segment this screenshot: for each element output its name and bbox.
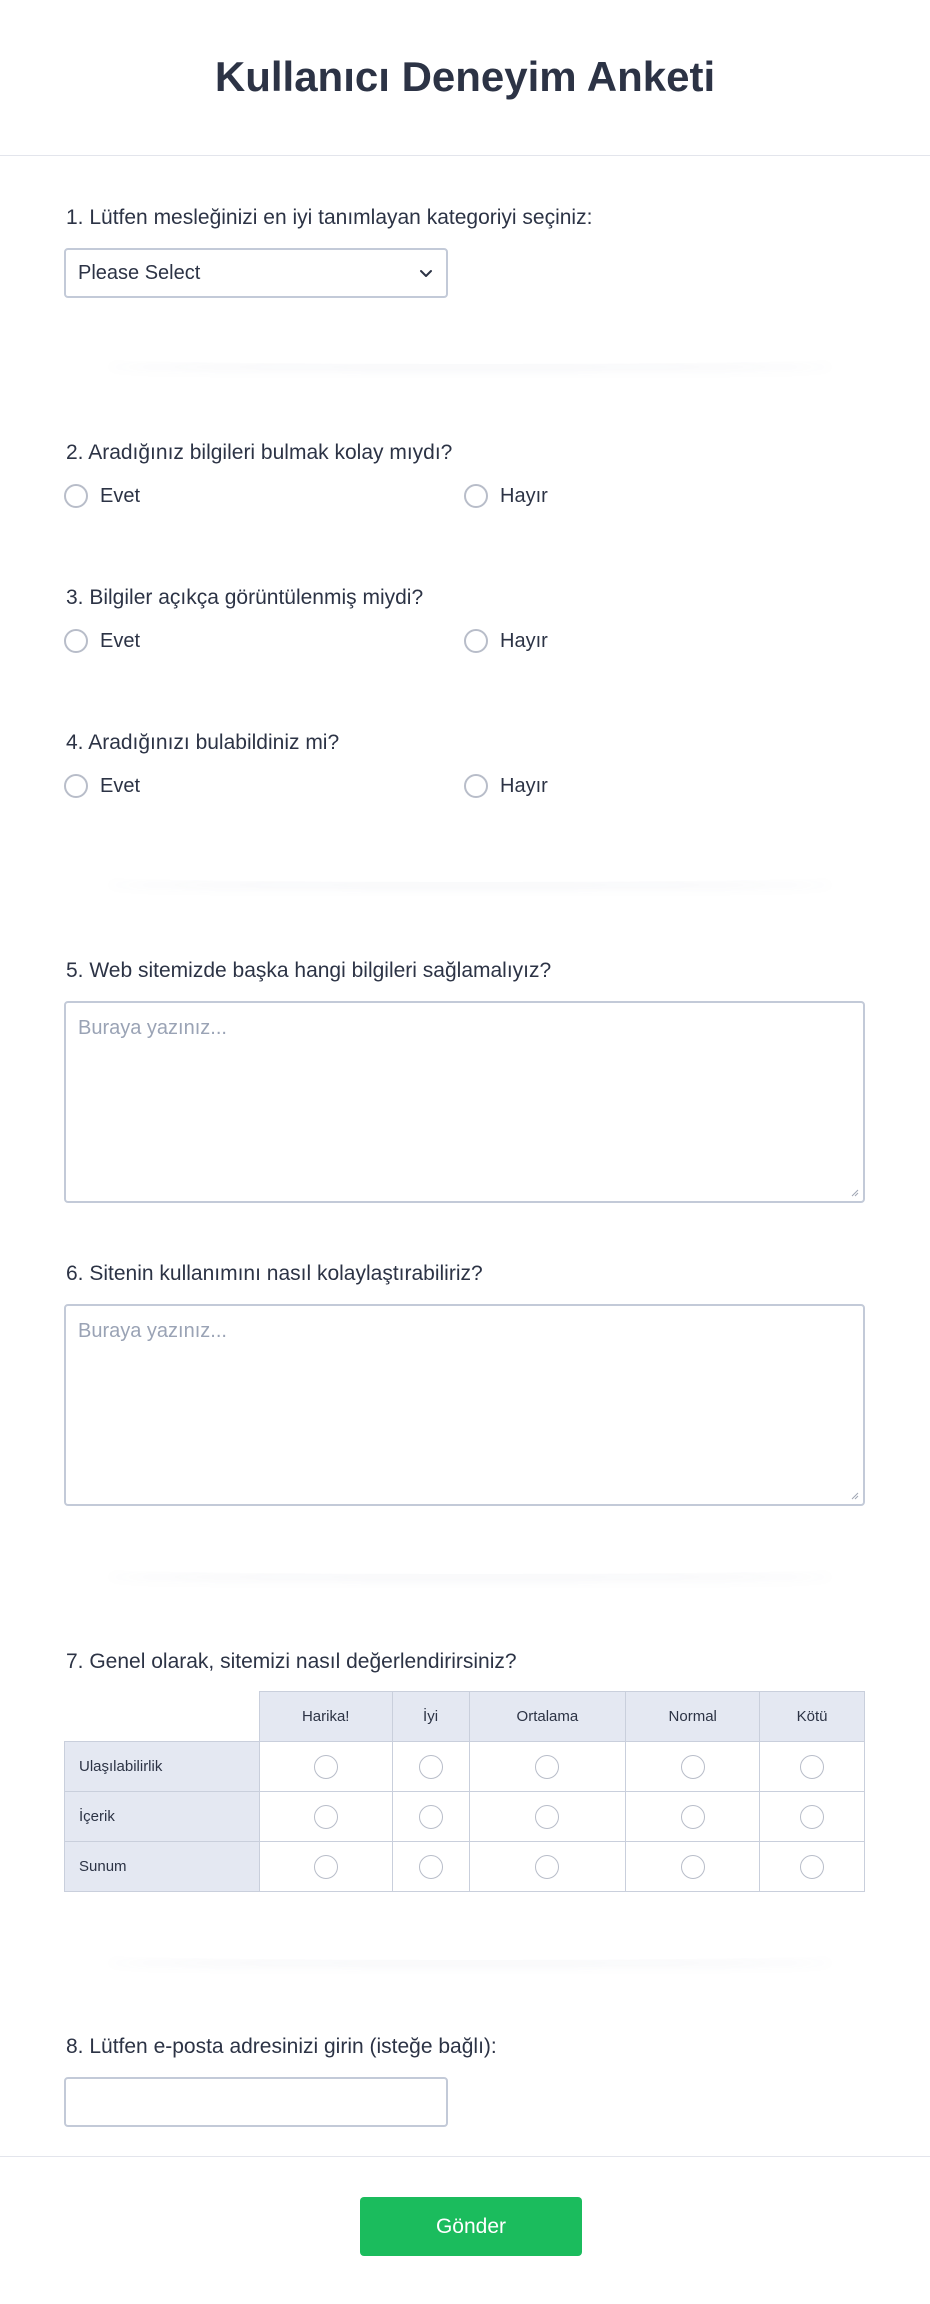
matrix-column-header: Ortalama — [469, 1692, 626, 1742]
radio-button[interactable] — [681, 1855, 705, 1879]
section-divider — [104, 872, 836, 882]
radio-button[interactable] — [535, 1805, 559, 1829]
matrix-row — [65, 1742, 865, 1792]
radio-button[interactable] — [800, 1805, 824, 1829]
radio-button[interactable] — [535, 1755, 559, 1779]
matrix-row — [65, 1792, 865, 1842]
matrix-cell[interactable] — [392, 1842, 469, 1892]
option-label: Evet — [100, 629, 141, 652]
radio-button[interactable] — [419, 1755, 443, 1779]
matrix-cell[interactable] — [469, 1842, 626, 1892]
radio-button[interactable] — [419, 1805, 443, 1829]
radio-button[interactable] — [314, 1805, 338, 1829]
question-7-label: 7. Genel olarak, sitemizi nasıl değerlendirirsiniz? — [66, 1650, 517, 1673]
matrix-cell[interactable] — [259, 1792, 392, 1842]
radio-button[interactable] — [681, 1755, 705, 1779]
matrix-cell[interactable] — [760, 1742, 865, 1792]
matrix-corner — [65, 1692, 260, 1742]
radio-button[interactable] — [64, 484, 88, 508]
question-2-option-evet[interactable] — [64, 484, 140, 508]
radio-button[interactable] — [464, 774, 488, 798]
question-5-label: 5. Web sitemizde başka hangi bilgileri sağlamalıyız? — [66, 959, 552, 982]
question-6-label: 6. Sitenin kullanımını nasıl kolaylaştırabiliriz? — [66, 1262, 483, 1285]
matrix-column-header: İyi — [392, 1692, 469, 1742]
question-4-label: 4. Aradığınızı bulabildiniz mi? — [66, 731, 340, 754]
section-divider — [104, 354, 836, 364]
matrix-cell[interactable] — [392, 1792, 469, 1842]
radio-button[interactable] — [464, 629, 488, 653]
form-footer — [0, 2156, 930, 2304]
question-3-option-hayir[interactable] — [464, 629, 548, 653]
form-header — [0, 0, 930, 156]
radio-button[interactable] — [800, 1855, 824, 1879]
option-label: Hayır — [500, 629, 548, 652]
matrix-cell[interactable] — [760, 1842, 865, 1892]
question-4-option-hayir[interactable] — [464, 774, 548, 798]
matrix-row-label: İçerik — [65, 1792, 260, 1842]
resize-handle-icon[interactable] — [849, 1490, 859, 1500]
question-5-textarea[interactable] — [64, 1001, 865, 1203]
radio-button[interactable] — [64, 774, 88, 798]
occupation-select-value: Please Select — [78, 261, 201, 284]
radio-button[interactable] — [419, 1855, 443, 1879]
question-8-label: 8. Lütfen e-posta adresinizi girin (isteğe bağlı): — [66, 2035, 497, 2058]
option-label: Hayır — [500, 774, 548, 797]
radio-button[interactable] — [800, 1755, 824, 1779]
matrix-header-row — [65, 1692, 865, 1742]
occupation-select[interactable] — [64, 248, 448, 298]
radio-button[interactable] — [464, 484, 488, 508]
radio-button[interactable] — [314, 1855, 338, 1879]
question-4-option-evet[interactable] — [64, 774, 140, 798]
email-field[interactable] — [64, 2077, 448, 2127]
matrix-row — [65, 1842, 865, 1892]
question-2-label: 2. Aradığınız bilgileri bulmak kolay mıydı? — [66, 441, 453, 464]
matrix-cell[interactable] — [259, 1742, 392, 1792]
matrix-cell[interactable] — [259, 1842, 392, 1892]
submit-button[interactable]: Gönder — [360, 2197, 582, 2256]
radio-button[interactable] — [535, 1855, 559, 1879]
question-3-option-evet[interactable] — [64, 629, 140, 653]
rating-matrix — [64, 1691, 865, 1892]
matrix-column-header: Kötü — [760, 1692, 865, 1742]
matrix-cell[interactable] — [392, 1742, 469, 1792]
question-6-textarea[interactable] — [64, 1304, 865, 1506]
section-divider — [104, 1564, 836, 1574]
matrix-cell[interactable] — [626, 1742, 760, 1792]
option-label: Evet — [100, 484, 141, 507]
chevron-down-icon — [418, 265, 434, 281]
textarea-placeholder: Buraya yazınız... — [78, 1017, 227, 1039]
matrix-column-header: Normal — [626, 1692, 760, 1742]
option-label: Evet — [100, 774, 141, 797]
matrix-row-label: Ulaşılabilirlik — [65, 1742, 260, 1792]
radio-button[interactable] — [314, 1755, 338, 1779]
textarea-placeholder: Buraya yazınız... — [78, 1320, 227, 1342]
radio-button[interactable] — [64, 629, 88, 653]
matrix-row-label: Sunum — [65, 1842, 260, 1892]
matrix-cell[interactable] — [626, 1842, 760, 1892]
matrix-cell[interactable] — [469, 1792, 626, 1842]
question-1-label: 1. Lütfen mesleğinizi en iyi tanımlayan kategoriyi seçiniz: — [66, 206, 593, 229]
option-label: Hayır — [500, 484, 548, 507]
matrix-column-header: Harika! — [259, 1692, 392, 1742]
section-divider — [104, 1950, 836, 1960]
radio-button[interactable] — [681, 1805, 705, 1829]
matrix-cell[interactable] — [626, 1792, 760, 1842]
question-2-option-hayir[interactable] — [464, 484, 548, 508]
matrix-cell[interactable] — [760, 1792, 865, 1842]
matrix-cell[interactable] — [469, 1742, 626, 1792]
question-3-label: 3. Bilgiler açıkça görüntülenmiş miydi? — [66, 586, 424, 609]
form-title: Kullanıcı Deneyim Anketi — [214, 52, 716, 100]
resize-handle-icon[interactable] — [849, 1187, 859, 1197]
